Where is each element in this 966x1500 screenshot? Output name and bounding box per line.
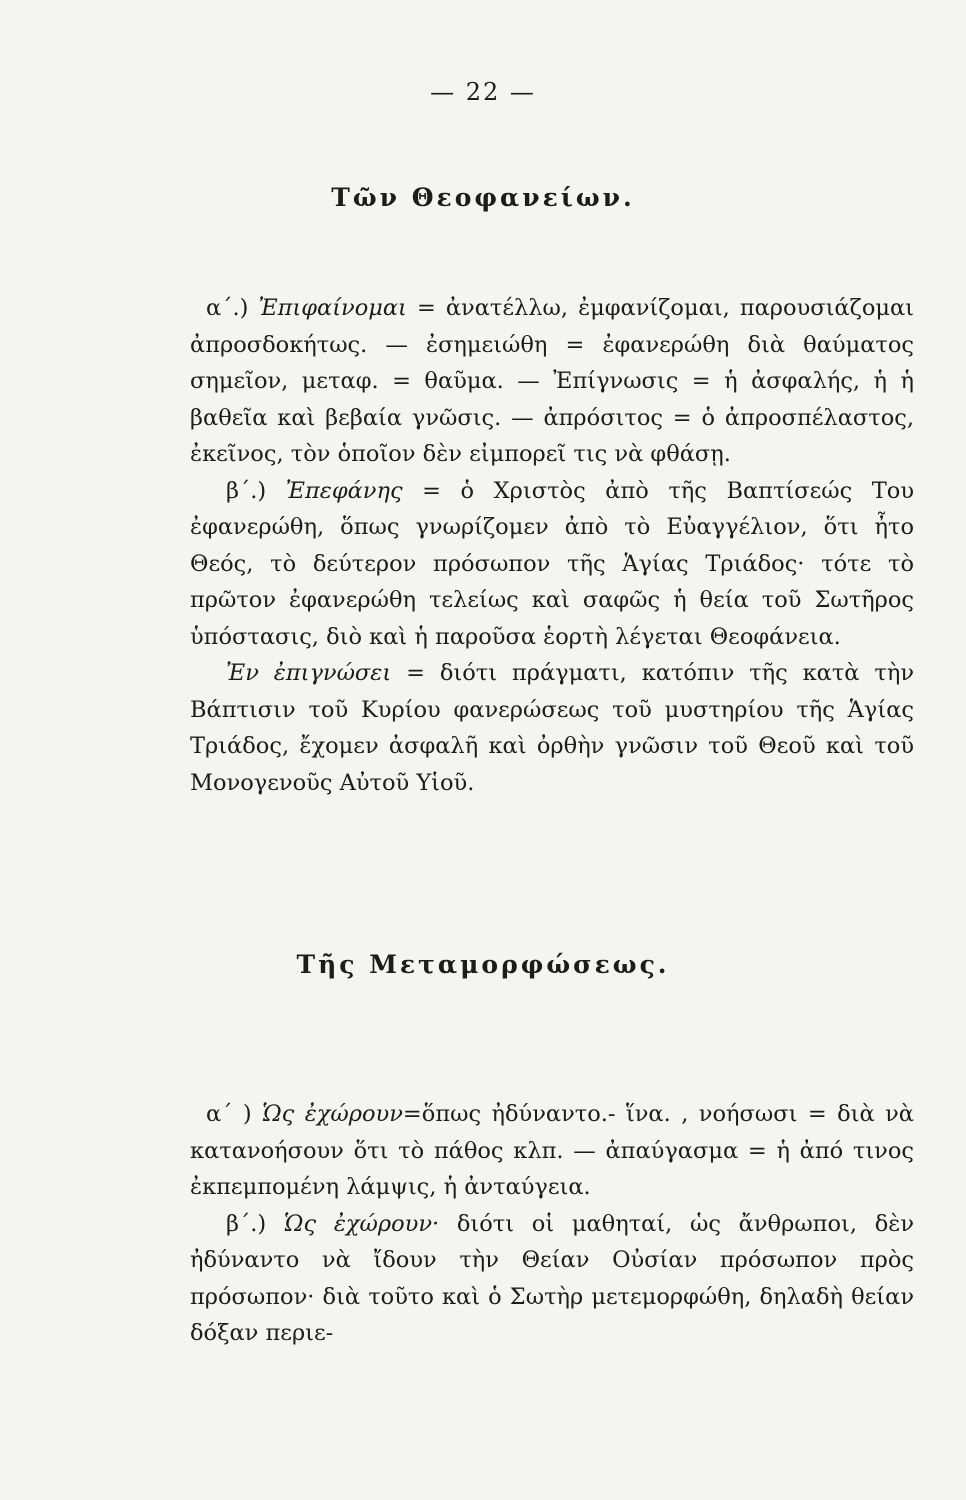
section-heading-transfiguration: Τῆς Μεταμορφώσεως. bbox=[296, 950, 670, 979]
paragraph-marker: β΄.) bbox=[226, 477, 267, 504]
paragraph bbox=[190, 290, 914, 473]
paragraph-marker: α΄.) bbox=[206, 295, 249, 321]
glossary-term: Ἐν ἐπιγνώσει bbox=[226, 660, 392, 686]
paragraph bbox=[190, 1096, 914, 1206]
paragraph-marker: α΄ ) bbox=[206, 1101, 252, 1127]
paragraph-text: =ὅπως ἠδύναντο.- ἵνα. , νοήσωσι = διὰ νὰ κατανοήσουν ὅτι τὸ πάθος κλπ. — ἀπαύγασμα = ἡ ἀπό τινος ἐκπεμπομένη λάμψις, ἡ ἀνταύγεια. bbox=[190, 1101, 914, 1200]
paragraph-text: = ἀνατέλλω, ἐμφανίζομαι, παρουσιάζομαι ἀπροσδοκήτως. — ἐσημειώθη = ἐφανερώθη διὰ θαύματος σημεῖον, μεταφ. = θαῦμα. — Ἐπίγνωσις = ἡ ἀσφαλής, ἡ ἡ βαθεῖα καὶ βεβαία γνῶσις. — ἀπρόσιτος = ὁ ἀπροσπέλαστος, ἐκεῖνος, τὸν ὁποῖον δὲν εἰμπορεῖ τις νὰ φθάσῃ. bbox=[190, 295, 915, 467]
paragraph-text: = ὁ Χριστὸς ἀπὸ τῆς Βαπτίσεώς Του ἐφανερώθη, ὅπως γνωρίζομεν ἀπὸ τὸ Εὐαγγέλιον, ὅτι ἦτο Θεός, τὸ δεύτερον πρόσωπον τῆς Ἁγίας Τριάδος· τότε τὸ πρῶτον ἐφανερώθη τελείως καὶ σαφῶς ἡ θεία τοῦ Σωτῆρος ὑπόστασις, διὸ καὶ ἡ παροῦσα ἑορτὴ λέγεται Θεοφάνεια. bbox=[190, 477, 915, 650]
section-body-transfiguration bbox=[190, 1096, 914, 1352]
page-number: — 22 — bbox=[430, 78, 536, 106]
paragraph bbox=[190, 655, 914, 801]
section-body-theophany bbox=[190, 290, 914, 801]
paragraph-text: διότι οἱ μαθηταί, ὡς ἄνθρωποι, δὲν ἠδύναντο νὰ ἴδουν τὴν Θείαν Οὐσίαν πρόσωπον πρὸς πρόσωπον· διὰ τοῦτο καὶ ὁ Σωτὴρ μετεμορφώθη, δηλαδὴ θείαν δόξαν περιε- bbox=[190, 1210, 914, 1346]
paragraph-text: = διότι πράγματι, κατόπιν τῆς κατὰ τὴν Βάπτισιν τοῦ Κυρίου φανερώσεως τοῦ μυστηρίου τῆς Ἁγίας Τριάδος, ἔχομεν ἀσφαλῆ καὶ ὀρθὴν γνῶσιν τοῦ Θεοῦ καὶ τοῦ Μονογενοῦς Αὐτοῦ Υἱοῦ. bbox=[190, 660, 914, 796]
glossary-term: Ἐπιφαίνομαι bbox=[258, 295, 407, 321]
glossary-term: Ἐπεφάνης bbox=[285, 477, 403, 504]
glossary-term: Ὡς ἐχώρουν bbox=[262, 1101, 403, 1127]
section-heading-theophany: Τῶν Θεοφανείων. bbox=[331, 183, 635, 212]
paragraph bbox=[190, 1206, 914, 1352]
glossary-term: Ὡς ἐχώρουν· bbox=[283, 1210, 440, 1237]
paragraph-marker: β΄.) bbox=[226, 1210, 267, 1237]
paragraph bbox=[190, 473, 914, 656]
